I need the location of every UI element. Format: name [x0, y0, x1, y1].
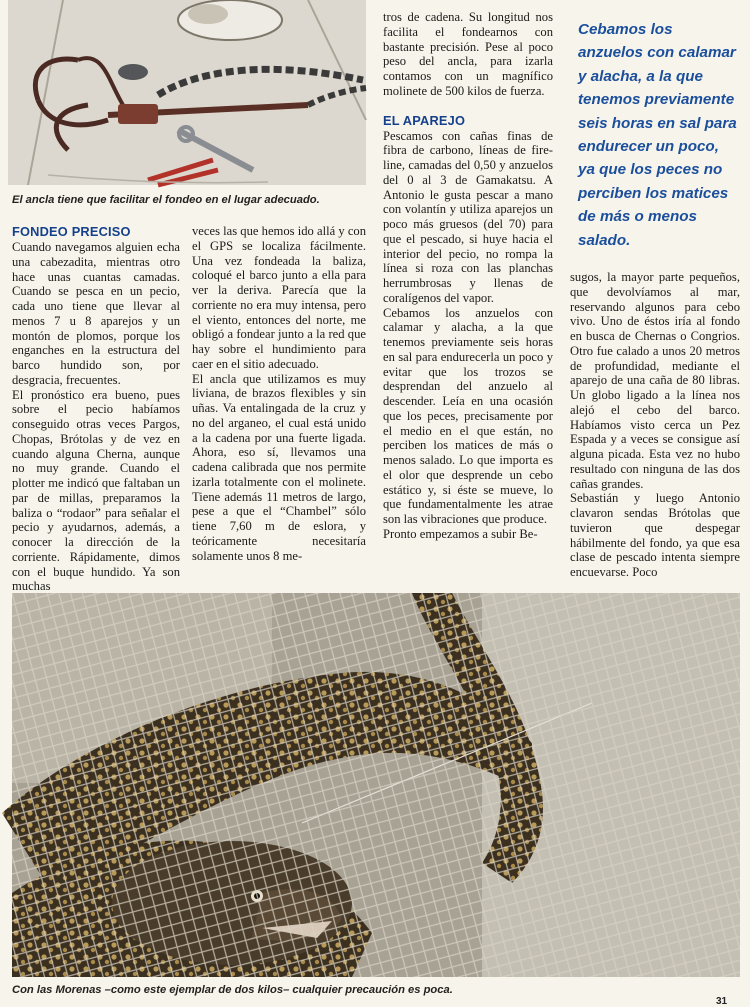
moray-eel-photo	[12, 593, 740, 977]
anchor-photo	[8, 0, 366, 185]
text-column-3	[383, 10, 553, 582]
paragraph: El pronóstico era bueno, pues sobre el pecio habíamos conseguido otras veces Pargos, Chopas, Brótolas y de vez en cuando alguna Cherna, aunque no muy grande. Cuando el plotter me indicó que faltaban un par de millas, preparamos la baliza o “rodaor” para señalar el pecio y ayudarnos, además, a conocer la dirección de la corriente. Rápidamente, dimos con el buque hundido. Ya son muchas	[12, 387, 180, 594]
page-number: 31	[716, 996, 728, 1007]
paragraph: sugos, la mayor parte pequeños, que devolvíamos al mar, reservando algunos para cebo vivo. Uno de éstos iría al fondo en busca de Chernas o Congrios. Otro fue calado a unos 20 metros de profundidad, mediante el aparejo de una caña de 80 libras. Un globo ligado a la línea nos alejó el cebo del barco. Habíamos visto cerca un Pez Espada y a veces se consigue así alguna picada. Esta vez no hubo resultado con ninguna de las dos cañas grandes.	[570, 270, 740, 491]
section-heading-fondeo-preciso: FONDEO PRECISO	[12, 224, 131, 239]
text-column-2	[192, 224, 366, 584]
paragraph: Sebastián y luego Antonio clavaron sendas Brótolas que tuvieron que despegar hábilmente del fondo, ya que esa clase de pescado intenta siempre encuevarse. Poco	[570, 491, 740, 579]
paragraph: Pescamos con cañas finas de fibra de carbono, líneas de fire-line, camadas del 0,50 y anzuelos del 0 al 3 de Gamakatsu. A Antonio le gusta pescar a mano con volantín y utiliza aparejos un poco más gruesos (del 70) para que el pescado, si huye hacia el interior del pecio, no rompa la línea si roza con las planchas herrumbrosas y llenas de coralígenos del vapor.	[383, 128, 553, 305]
paragraph: veces las que hemos ido allá y con el GPS se localiza fácilmente. Una vez fondeada la baliza, coloqué el barco junto a ella para ver la deriva. Parecía que la corriente no era muy intensa, pero el viento, entonces del norte, me obligó a fondear junto a la red que hay sobre el hundimiento para caer en el sitio adecuado.	[192, 224, 366, 371]
paragraph: tros de cadena. Su longitud nos facilita el fondearnos con bastante precisión. Pese al poco peso del ancla, para izarla contamos con un magnífico molinete de 500 kilos de fuerza.	[383, 10, 553, 98]
eel-photo-caption: Con las Morenas –como este ejemplar de dos kilos– cualquier precaución es poca.	[12, 984, 453, 996]
paragraph: Pronto empezamos a subir Be-	[383, 526, 538, 541]
text-column-4	[570, 270, 740, 582]
anchor-photo-caption: El ancla tiene que facilitar el fondeo en el lugar adecuado.	[12, 194, 320, 206]
text-column-1	[12, 224, 180, 594]
paragraph: Cebamos los anzuelos con calamar y alacha, a la que tenemos previamente seis horas en sal para endurecerla un poco y evitar que los trozos se desprendan del anzuelo al descender. Leía en una ocasión que los peces, precisamente por el medio en el que están, no perciben los matices de más o menos salado. Lo que importa es el olor que desprende un cebo estático y, si éste se mueve, lo que fundamentalmente les atrae son las vibraciones que produce.	[383, 305, 553, 526]
section-heading-el-aparejo: EL APAREJO	[383, 112, 466, 128]
paragraph: Cuando navegamos alguien echa una cabezadita, mientras otro hace unas cuantas camadas. Cuando se pesca en un pecio, cada uno tiene que llevar al menos 7 u 8 aparejos y un montón de plomos, porque los enganches en la estructura del barco hundido son, por desgracia, frecuentes.	[12, 240, 180, 387]
pull-quote: Cebamos los anzuelos con calamar y alacha, a la que tenemos previamente seis horas en sal para endurecer un poco, ya que los peces no perciben los matices de más o menos salado.	[578, 21, 737, 249]
paragraph: El ancla que utilizamos es muy liviana, de brazos flexibles y sin uñas. Va entalingada de la cruz y no del arganeo, el cual está unido a la cadena por una fuerte ligada. Ahora, eso sí, llevamos una cadena calibrada que nos permite izarla totalmente con el molinete. Tiene además 11 metros de largo, pese a que el “Chambel” sólo tiene 7,60 m de eslora, y teóricamente necesitaría solamente unos 8 me-	[192, 371, 366, 563]
